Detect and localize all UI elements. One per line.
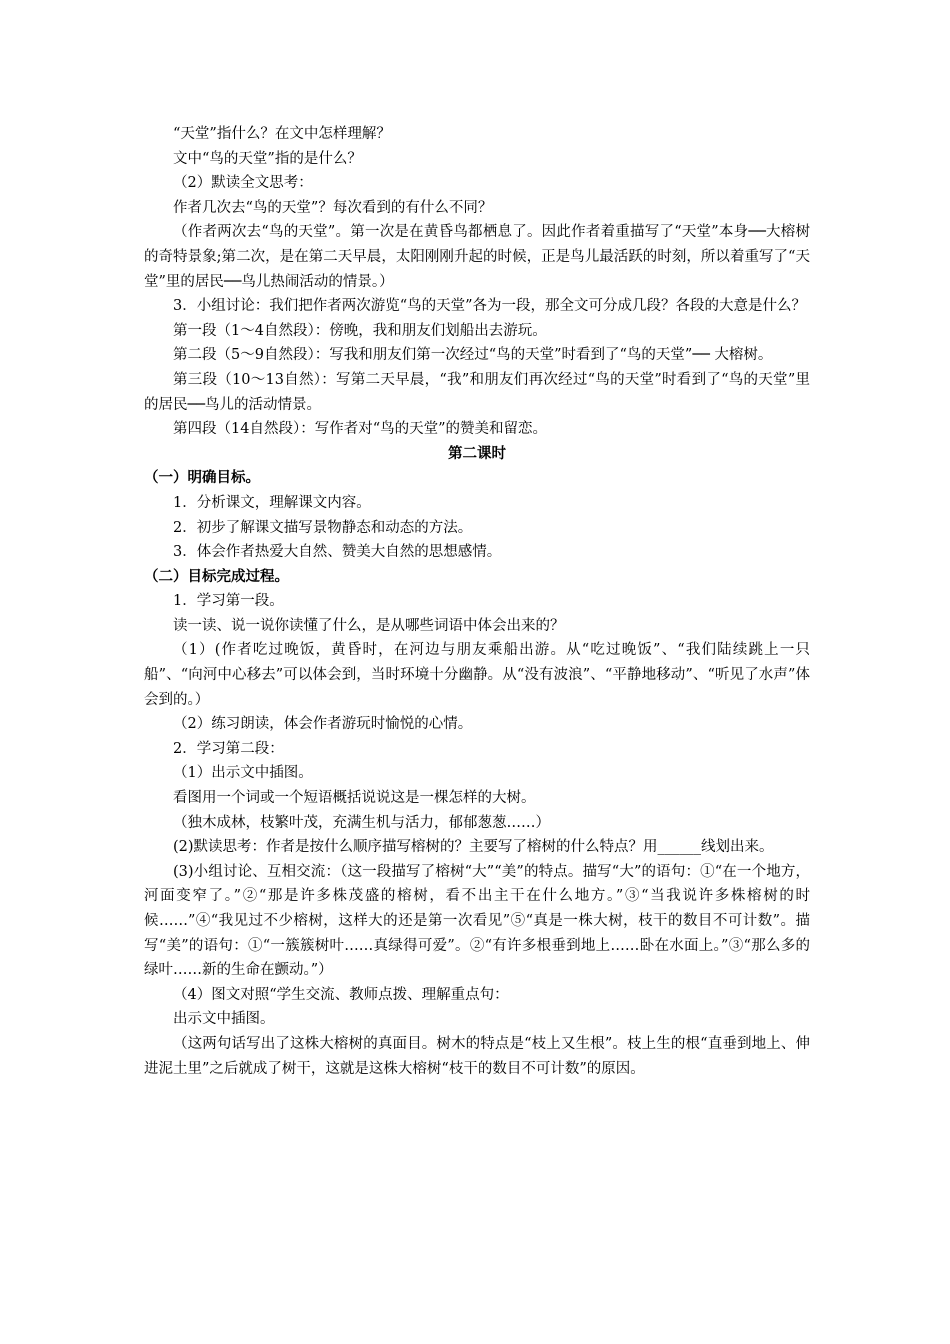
paragraph: 看图用一个词或一个短语概括说说这是一棵怎样的大树。 <box>173 790 536 807</box>
document-body <box>144 122 810 1081</box>
paragraph: 第二段（5～9自然段）：写我和朋友们第一次经过“鸟的天堂”时看到了“鸟的天堂”── 大榕树。 <box>173 347 773 364</box>
paragraph: 第四段（14自然段）：写作者对“鸟的天堂”的赞美和留恋。 <box>173 421 548 438</box>
paragraph: （作者两次去“鸟的天堂”。第一次是在黄昏鸟都栖息了。因此作者着重描写了“天堂”本身──大榕树的奇特景象;第二次，是在第二天早晨，太阳刚刚升起的时候，正是鸟儿最活跃的时刻，所以着重写了“天堂”里的居民──鸟儿热闹活动的情景。） <box>144 224 810 290</box>
paragraph: 文中“鸟的天堂”指的是什么？ <box>173 150 362 167</box>
paragraph: (2)默读思考：作者是按什么顺序描写榕树的？主要写了榕树的什么特点？用______线划出来。 <box>173 839 774 856</box>
paragraph: 读一读、说一说你读懂了什么，是从哪些词语中体会出来的？ <box>173 617 565 634</box>
heading-process: （二）目标完成过程。 <box>144 567 289 585</box>
paragraph: 2．学习第二段： <box>173 740 284 757</box>
goal-item: 1．分析课文，理解课文内容。 <box>173 494 371 511</box>
paragraph: “天堂”指什么？在文中怎样理解？ <box>173 126 391 142</box>
paragraph: （这两句话写出了这株大榕树的真面目。树木的特点是“枝上又生根”。枝上生的根“直垂到地上、伸进泥土里”之后就成了树干，这就是这株大榕树“枝干的数目不可计数”的原因。 <box>144 1035 810 1077</box>
paragraph: 1．学习第一段。 <box>173 593 284 610</box>
paragraph: 第一段（1～4自然段）：傍晚，我和朋友们划船出去游玩。 <box>173 322 547 339</box>
paragraph: 出示文中插图。 <box>173 1011 275 1028</box>
goal-item: 2．初步了解课文描写景物静态和动态的方法。 <box>173 519 473 536</box>
paragraph: 作者几次去“鸟的天堂”？每次看到的有什么不同？ <box>173 199 493 216</box>
section-title: 第二课时 <box>448 444 506 462</box>
paragraph: （2）练习朗读，体会作者游玩时愉悦的心情。 <box>173 716 473 733</box>
paragraph: （2）默读全文思考： <box>173 175 313 192</box>
paragraph: 3．小组讨论：我们把作者两次游览“鸟的天堂”各为一段，那全文可分成几段？各段的大意是什么？ <box>173 298 807 315</box>
heading-goals: （一）明确目标。 <box>144 469 260 487</box>
paragraph: （4）图文对照“学生交流、教师点拨、理解重点句： <box>173 986 509 1003</box>
goal-item: 3．体会作者热爱大自然、赞美大自然的思想感情。 <box>173 544 502 561</box>
paragraph: （1）出示文中插图。 <box>173 765 313 782</box>
paragraph: （独木成林，枝繁叶茂，充满生机与活力，郁郁葱葱……） <box>173 814 550 831</box>
paragraph: (3)小组讨论、互相交流：（这一段描写了榕树“大”“美”的特点。描写“大”的语句：①“在一个地方，河面变窄了。”②“那是许多株茂盛的榕树，看不出主干在什么地方。”③“当我说许多株榕树的时候……”④“我见过不少榕树，这样大的还是第一次看见”⑤“真是一株大树，枝干的数目不可计数”。描写“美”的语句：①“一簇簇树叶……真绿得可爱”。②“有许多根垂到地上……卧在水面上。”③“那么多的绿叶……新的生命在颤动。”） <box>144 863 810 979</box>
paragraph: 第三段（10～13自然）：写第二天早晨，“我”和朋友们再次经过“鸟的天堂”时看到了“鸟的天堂”里的居民──鸟儿的活动情景。 <box>144 371 810 413</box>
paragraph: （1）(作者吃过晚饭，黄昏时，在河边与朋友乘船出游。从“吃过晚饭”、“我们陆续跳上一只船”、“向河中心移去”可以体会到，当时环境十分幽静。从“没有波浪”、“平静地移动”、“听见了水声”体会到的。） <box>144 642 810 708</box>
